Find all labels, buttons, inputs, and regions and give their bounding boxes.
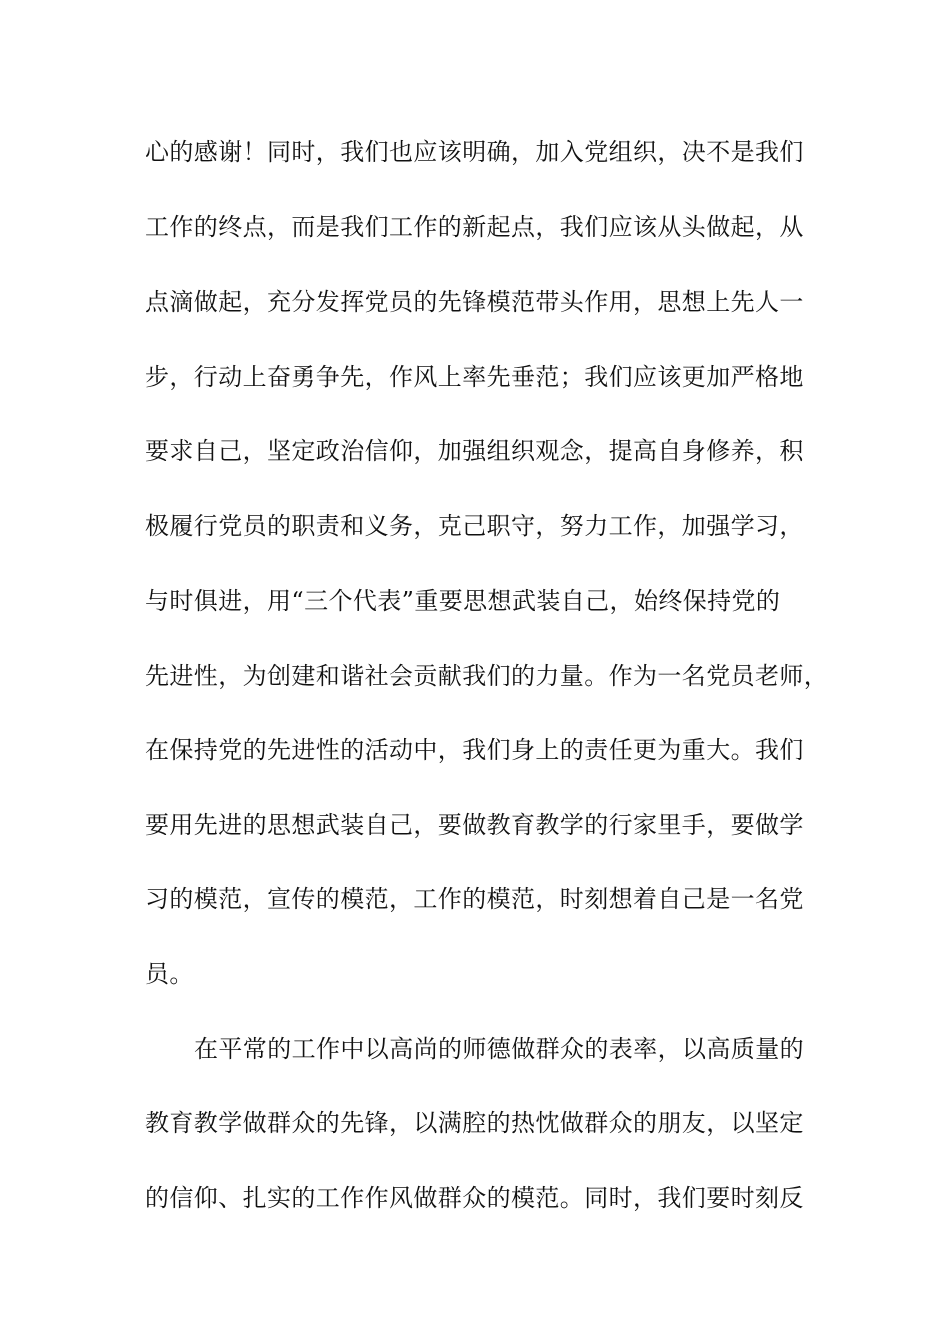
paragraph-line: 点滴做起，充分发挥党员的先锋模范带头作用，思想上先人一 (145, 288, 804, 316)
paragraph-line: 先进性，为创建和谐社会贡献我们的力量。作为一名党员老师， (145, 662, 829, 690)
paragraph-line: 工作的终点，而是我们工作的新起点，我们应该从头做起，从 (145, 213, 804, 241)
paragraph-line: 步，行动上奋勇争先，作风上率先垂范；我们应该更加严格地 (145, 363, 804, 391)
paragraph-line: 要求自己，坚定政治信仰，加强组织观念，提高自身修养，积 (145, 437, 804, 465)
paragraph-line: 极履行党员的职责和义务，克己职守，努力工作，加强学习， (145, 512, 804, 540)
paragraph-first-line: 在平常的工作中以高尚的师德做群众的表率，以高质量的 (194, 1035, 804, 1063)
paragraph-line: 的信仰、扎实的工作作风做群众的模范。同时，我们要时刻反 (145, 1184, 804, 1212)
paragraph-line: 要用先进的思想武装自己，要做教育教学的行家里手，要做学 (145, 811, 804, 839)
paragraph-line: 心的感谢！同时，我们也应该明确，加入党组织，决不是我们 (145, 138, 804, 166)
paragraph-line: 习的模范，宣传的模范，工作的模范，时刻想着自己是一名党 (145, 885, 804, 913)
paragraph-line: 在保持党的先进性的活动中，我们身上的责任更为重大。我们 (145, 736, 804, 764)
paragraph-line: 教育教学做群众的先锋，以满腔的热忱做群众的朋友，以坚定 (145, 1109, 804, 1137)
paragraph-line: 员。 (145, 960, 194, 988)
paragraph-line: 与时俱进，用“三个代表”重要思想武装自己，始终保持党的 (145, 587, 781, 615)
